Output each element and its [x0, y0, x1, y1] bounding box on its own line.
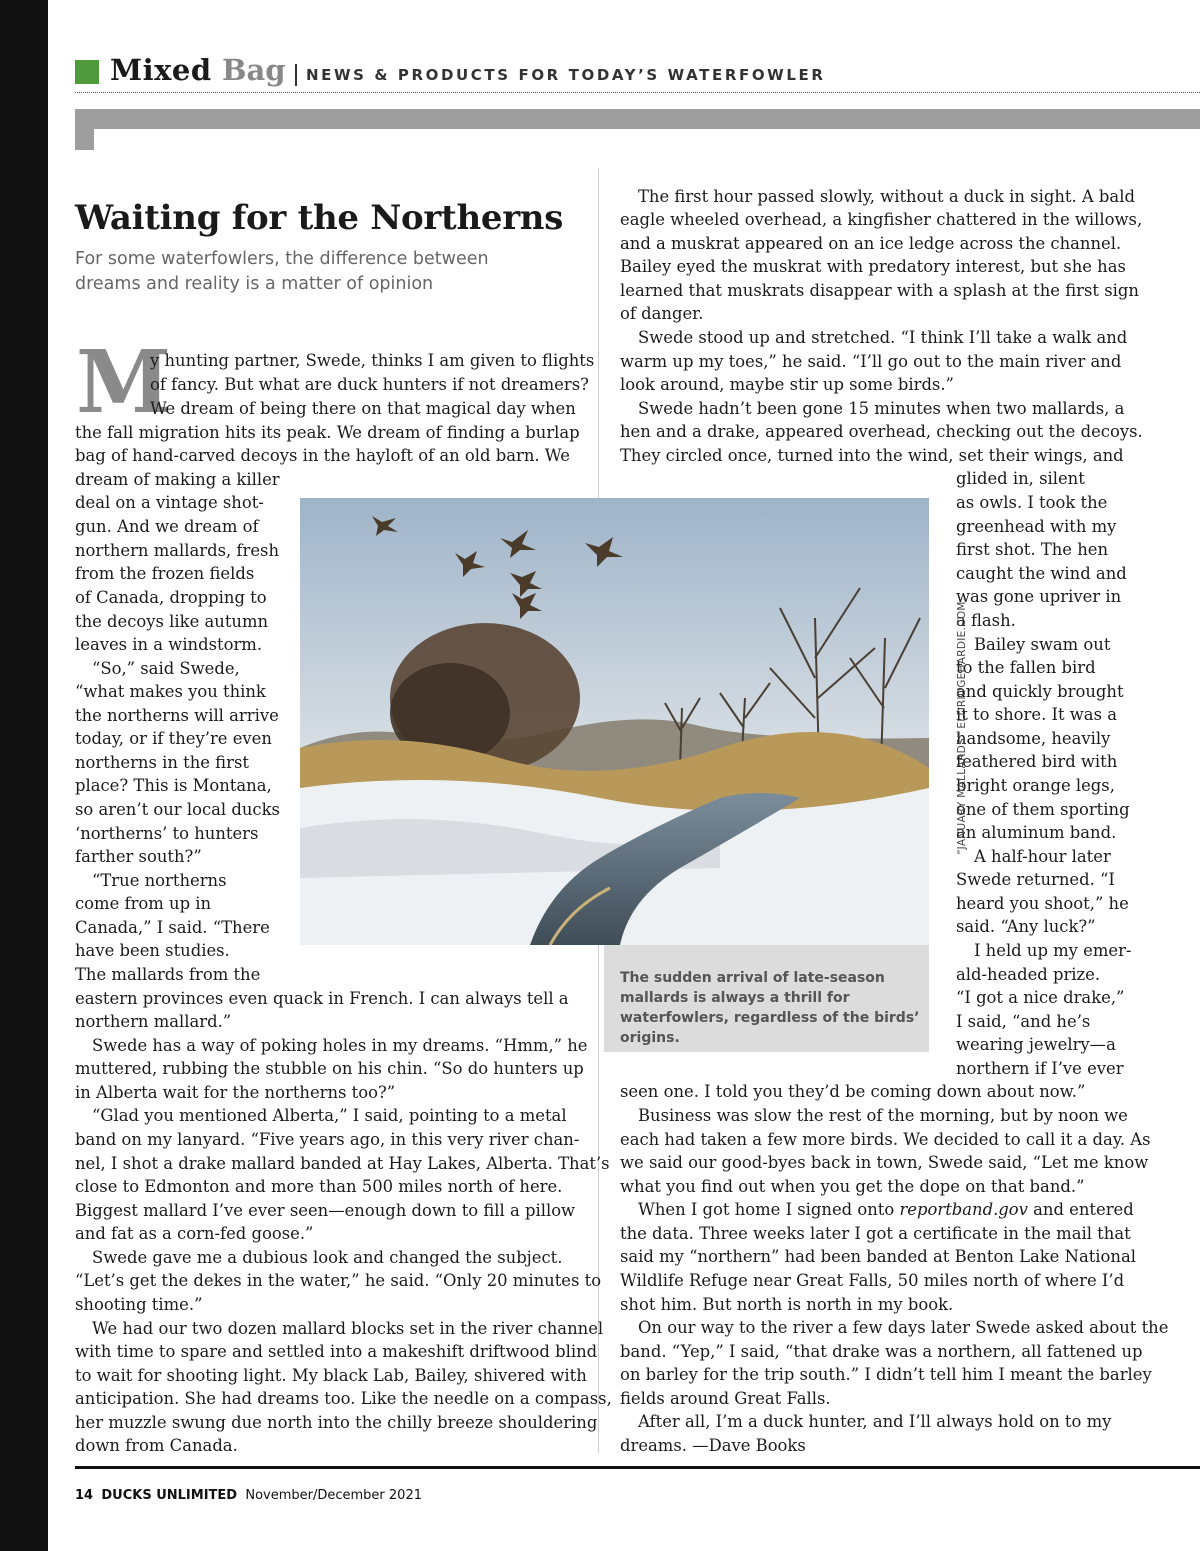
body-line: and quickly brought	[956, 682, 1124, 701]
body-line: was gone upriver in	[956, 587, 1122, 606]
body-line: down from Canada.	[75, 1436, 238, 1455]
body-line: Swede has a way of poking holes in my dreams. “Hmm,” he	[92, 1036, 588, 1055]
body-line: Biggest mallard I’ve ever seen—enough down to fill a pillow	[75, 1201, 576, 1220]
body-line: anticipation. She had dreams too. Like the needle on a compass,	[75, 1389, 612, 1408]
body-line: “So,” said Swede,	[92, 659, 240, 678]
body-line: northern mallard.”	[75, 1012, 232, 1031]
body-line: each had taken a few more birds. We decided to call it a day. As	[620, 1130, 1151, 1149]
footer-rule	[75, 1466, 1200, 1469]
drop-cap: M	[76, 332, 172, 433]
body-line: eagle wheeled overhead, a kingfisher chattered in the willows,	[620, 210, 1143, 229]
body-line: to the fallen bird	[956, 658, 1096, 677]
header-dotted-rule	[75, 92, 1200, 93]
body-line: the fall migration hits its peak. We dream of finding a burlap	[75, 423, 580, 442]
painting-illustration	[300, 498, 929, 945]
body-line: greenhead with my	[956, 517, 1117, 536]
body-line: place? This is Montana,	[75, 776, 272, 795]
section-name-bag: Bag	[222, 53, 286, 87]
body-line: first shot. The hen	[956, 540, 1109, 559]
body-line: dream of making a killer	[75, 470, 280, 489]
body-line: wearing jewelry—a	[956, 1035, 1116, 1054]
body-line: Swede hadn’t been gone 15 minutes when two mallards, a	[638, 399, 1125, 418]
body-line: with time to spare and settled into a makeshift driftwood blind	[75, 1342, 598, 1361]
folio	[75, 1488, 422, 1503]
page-spine-bar	[0, 0, 48, 1551]
body-line: ald-headed prize.	[956, 965, 1101, 984]
body-line: The mallards from the	[75, 965, 261, 984]
issue-date: November/December 2021	[245, 1488, 422, 1503]
body-line: farther south?”	[75, 847, 202, 866]
body-line: it to shore. It was a	[956, 705, 1117, 724]
body-line: her muzzle swung due north into the chilly breeze shouldering	[75, 1413, 598, 1432]
body-line: northern if I’ve ever	[956, 1059, 1124, 1078]
body-line: glided in, silent	[956, 469, 1085, 488]
body-line: hen and a drake, appeared overhead, checking out the decoys.	[620, 422, 1143, 441]
body-line: A half-hour later	[974, 847, 1111, 866]
section-square-icon	[75, 60, 99, 84]
section-tagline: NEWS & PRODUCTS FOR TODAY’S WATERFOWLER	[306, 66, 826, 84]
body-line: of Canada, dropping to	[75, 588, 267, 607]
body-line: bag of hand-carved decoys in the hayloft of an old barn. We	[75, 446, 570, 465]
body-line: ‘northerns’ to hunters	[75, 824, 259, 843]
body-line: look around, maybe stir up some birds.”	[620, 375, 954, 394]
body-line: we said our good-byes back in town, Swede said, “Let me know	[620, 1153, 1149, 1172]
body-line: as owls. I took the	[956, 493, 1108, 512]
article-deck: For some waterfowlers, the difference between dreams and reality is a matter of opinion	[75, 249, 489, 294]
body-line: close to Edmonton and more than 500 miles north of here.	[75, 1177, 563, 1196]
body-line: seen one. I told you they’d be coming down about now.”	[620, 1082, 1086, 1101]
body-line: band. “Yep,” I said, “that drake was a northern, all fattened up	[620, 1342, 1143, 1361]
body-line: a flash.	[956, 611, 1016, 630]
body-line: “Glad you mentioned Alberta,” I said, pointing to a metal	[92, 1106, 567, 1125]
body-line: Swede stood up and stretched. “I think I’ll take a walk and	[638, 328, 1128, 347]
body-line: northern mallards, fresh	[75, 541, 280, 560]
body-line: “Let’s get the dekes in the water,” he said. “Only 20 minutes to	[75, 1271, 602, 1290]
body-line: of danger.	[620, 304, 704, 323]
body-line: Bailey eyed the muskrat with predatory interest, but she has	[620, 257, 1126, 276]
body-line: have been studies.	[75, 941, 230, 960]
body-line: what you find out when you get the dope on that band.”	[620, 1177, 1085, 1196]
body-line-text: When I got home I signed onto	[638, 1200, 900, 1219]
body-line: feathered bird with	[956, 752, 1118, 771]
body-line: “what makes you think	[75, 682, 266, 701]
body-line: Canada,” I said. “There	[75, 918, 270, 937]
body-line: heard you shoot,” he	[956, 894, 1129, 913]
body-line: the decoys like autumn	[75, 612, 269, 631]
body-line: deal on a vintage shot-	[75, 493, 264, 512]
article-title: Waiting for the Northerns	[75, 198, 564, 238]
body-line: eastern provinces even quack in French. I can always tell a	[75, 989, 569, 1008]
magazine-name: DUCKS UNLIMITED	[101, 1488, 238, 1503]
body-line: shooting time.”	[75, 1295, 203, 1314]
body-line: I held up my emer-	[974, 941, 1132, 960]
body-line: Wildlife Refuge near Great Falls, 50 miles north of where I’d	[620, 1271, 1125, 1290]
mallards-painting	[300, 498, 929, 945]
body-line: caught the wind and	[956, 564, 1127, 583]
body-line: I said, “and he’s	[956, 1012, 1091, 1031]
body-line: come from up in	[75, 894, 212, 913]
body-line: On our way to the river a few days later Swede asked about the	[638, 1318, 1169, 1337]
body-line: the data. Three weeks later I got a certificate in the mail that	[620, 1224, 1131, 1243]
page-number: 14	[75, 1488, 94, 1503]
body-line: “I got a nice drake,”	[956, 988, 1125, 1007]
body-line: After all, I’m a duck hunter, and I’ll always hold on to my	[638, 1412, 1112, 1431]
section-name-mixed: Mixed	[110, 53, 212, 87]
body-line: to wait for shooting light. My black Lab, Bailey, shivered with	[75, 1366, 587, 1385]
body-line: an aluminum band.	[956, 823, 1117, 842]
body-line: said. “Any luck?”	[956, 917, 1096, 936]
body-line: Bailey swam out	[974, 635, 1111, 654]
body-line: y hunting partner, Swede, thinks I am given to flights	[150, 351, 595, 370]
body-line: warm up my toes,” he said. “I’ll go out to the main river and	[620, 352, 1122, 371]
body-line: one of them sporting	[956, 800, 1130, 819]
body-line: Business was slow the rest of the morning, but by noon we	[638, 1106, 1128, 1125]
body-line: on barley for the trip south.” I didn’t tell him I meant the barley	[620, 1365, 1152, 1384]
body-line: so aren’t our local ducks	[75, 800, 280, 819]
body-line: of fancy. But what are duck hunters if not dreamers?	[150, 375, 589, 394]
photo-caption: The sudden arrival of late-season mallards is always a thrill for waterfowlers, regardless of the birds’ origins.	[620, 970, 920, 1046]
body-line: northerns in the first	[75, 753, 249, 772]
body-line: from the frozen fields	[75, 564, 255, 583]
body-line: shot him. But north is north in my book.	[620, 1295, 954, 1314]
body-line: We had our two dozen mallard blocks set in the river channel	[92, 1319, 604, 1338]
body-line: the northerns will arrive	[75, 706, 279, 725]
photo-credit: “JANUARY MALLARDS” ELDRIDGEHARDIE.COM	[956, 601, 968, 855]
body-line: “True northerns	[92, 871, 227, 890]
body-line: today, or if they’re even	[75, 729, 272, 748]
body-line: dreams. —Dave Books	[620, 1436, 806, 1455]
body-line-text: and entered	[1027, 1200, 1134, 1219]
reportband-link[interactable]: reportband.gov	[899, 1200, 1028, 1219]
header-gray-bar	[75, 109, 1200, 129]
body-line: and fat as a corn-fed goose.”	[75, 1224, 314, 1243]
body-line: muttered, rubbing the stubble on his chin. “So do hunters up	[75, 1059, 584, 1078]
header-gray-tab	[75, 129, 94, 150]
body-line: and a muskrat appeared on an ice ledge across the channel.	[620, 234, 1122, 253]
body-line: learned that muskrats disappear with a splash at the first sign	[620, 281, 1139, 300]
body-line: Swede gave me a dubious look and changed the subject.	[92, 1248, 563, 1267]
body-line: bright orange legs,	[956, 776, 1115, 795]
body-line: Swede returned. “I	[956, 870, 1115, 889]
body-line: nel, I shot a drake mallard banded at Hay Lakes, Alberta. That’s	[75, 1154, 610, 1173]
body-line: handsome, heavily	[956, 729, 1111, 748]
body-line: leaves in a windstorm.	[75, 635, 263, 654]
header-divider	[295, 64, 297, 86]
body-line	[638, 1200, 1134, 1220]
body-line: We dream of being there on that magical day when	[150, 399, 576, 418]
body-line: band on my lanyard. “Five years ago, in this very river chan-	[75, 1130, 580, 1149]
body-line: The first hour passed slowly, without a duck in sight. A bald	[638, 187, 1135, 206]
body-line: in Alberta wait for the northerns too?”	[75, 1083, 396, 1102]
body-line: They circled once, turned into the wind, set their wings, and	[620, 446, 1124, 465]
body-line: gun. And we dream of	[75, 517, 259, 536]
body-line: fields around Great Falls.	[620, 1389, 831, 1408]
body-line: said my “northern” had been banded at Benton Lake National	[620, 1247, 1136, 1266]
